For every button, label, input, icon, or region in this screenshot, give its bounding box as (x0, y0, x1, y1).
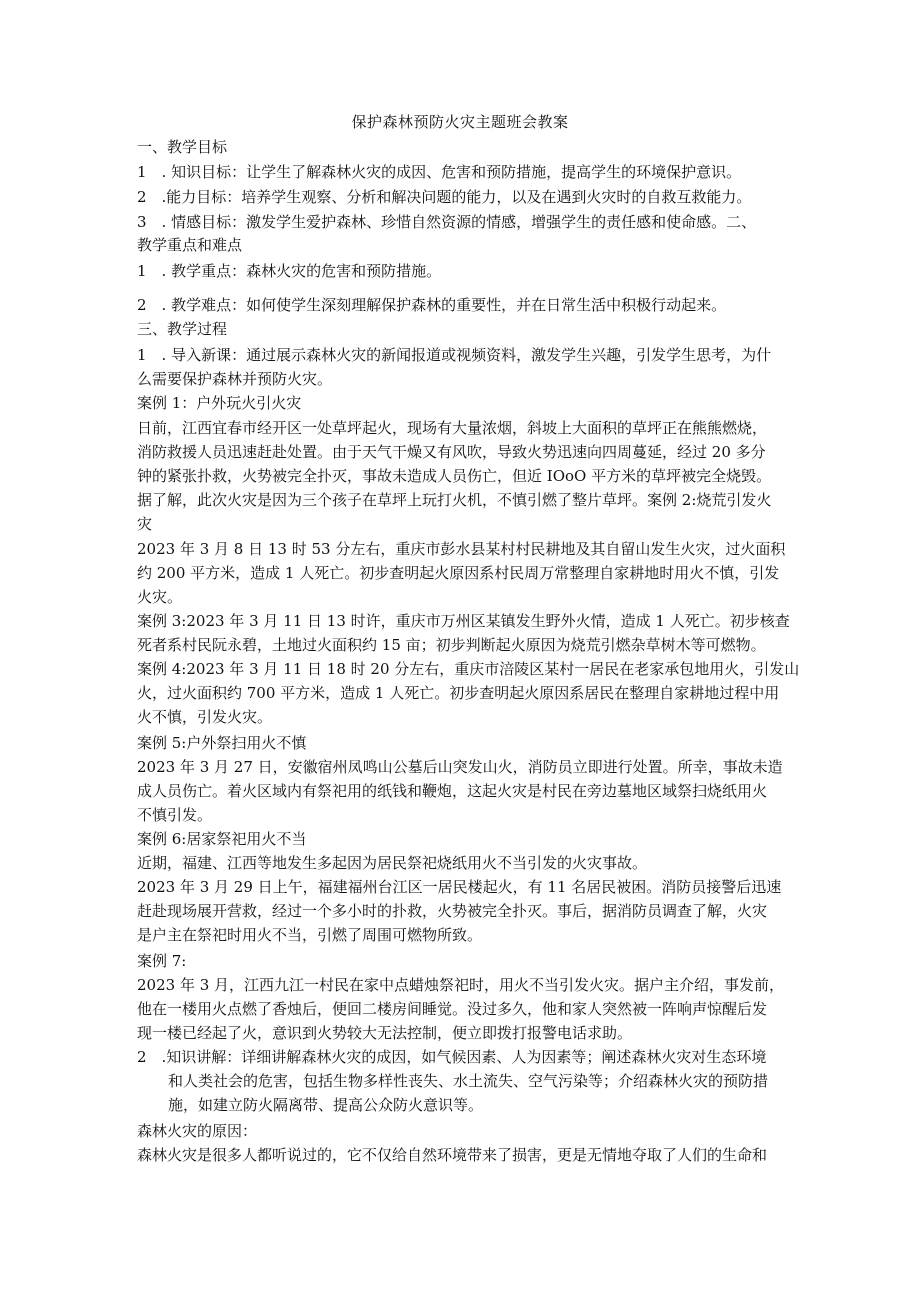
paragraph-line: 2 .知识讲解：详细讲解森林火灾的成因，如气候因素、人为因素等；阐述森林火灾对生态环境 (137, 1048, 767, 1066)
paragraph-line: 现一楼已经起了火，意识到火势较大无法控制，便立即拨打报警电话求助。 (137, 1024, 633, 1042)
paragraph-line: 死者系村民阮永碧，土地过火面积约 15 亩；初步判断起火原因为烧荒引燃杂草树木等可燃物。 (137, 636, 766, 654)
paragraph-line: 2023 年 3 月，江西九江一村民在家中点蜡烛祭祀时，用火不当引发火灾。据户主介绍，事发前， (137, 976, 785, 994)
paragraph-line: 1 . 导入新课：通过展示森林火灾的新闻报道或视频资料，激发学生兴趣，引发学生思考，为什 (137, 346, 772, 364)
subsection-heading: 森林火灾的原因： (137, 1122, 258, 1140)
paragraph-line: 2023 年 3 月 27 日，安徽宿州凤鸣山公墓后山突发山火，消防员立即进行处置。所幸，事故未造 (137, 758, 783, 776)
paragraph-line: 火不慎，引发火灾。 (137, 708, 273, 726)
paragraph-line: 3 . 情感目标：激发学生爱护森林、珍惜自然资源的情感，增强学生的责任感和使命感。二、 (137, 213, 757, 231)
paragraph-line: 近期，福建、江西等地发生多起因为居民祭祀烧纸用火不当引发的火灾事故。 (137, 854, 648, 872)
paragraph-line: 案例 3:2023 年 3 月 11 日 13 时许，重庆市万州区某镇发生野外火情，造成 1 人死亡。初步核查 (137, 612, 790, 630)
case-heading: 案例 6:居家祭祀用火不当 (137, 830, 307, 848)
paragraph-line: 火灾。 (137, 588, 183, 606)
paragraph-line: 他在一楼用火点燃了香烛后，便回二楼房间睡觉。没过多久，他和家人突然被一阵响声惊醒后发 (137, 1000, 768, 1018)
paragraph-line: 1 . 教学重点：森林火灾的危害和预防措施。 (137, 262, 442, 280)
paragraph-line: 日前，江西宜春市经开区一处草坪起火，现场有大量浓烟，斜坡上大面积的草坪正在熊熊燃烧， (137, 419, 768, 437)
paragraph-line: 和人类社会的危害，包括生物多样性丧失、水土流失、空气污染等；介绍森林火灾的预防措 (168, 1072, 769, 1090)
paragraph-line: 赶赴现场展开营救，经过一个多小时的扑救，火势被完全扑灭。事后，据消防员调查了解，火灾 (137, 902, 768, 920)
section-heading: 教学重点和难点 (137, 236, 243, 254)
paragraph-line: 不慎引发。 (137, 806, 213, 824)
section-heading: 一、教学目标 (137, 138, 228, 156)
paragraph-line: 火，过火面积约 700 平方米，造成 1 人死亡。初步查明起火原因系居民在整理自家耕地过程中用 (137, 684, 780, 702)
document-title: 保护森林预防火灾主题班会教案 (351, 113, 569, 131)
paragraph-line: 2023 年 3 月 29 日上午，福建福州台江区一居民楼起火，有 11 名居民被困。消防员接警后迅速 (137, 878, 782, 896)
paragraph-line: 钟的紧张扑救，火势被完全扑灭，事故未造成人员伤亡，但近 IOoO 平方米的草坪被完全烧毁。 (137, 467, 772, 485)
paragraph-line: 据了解，此次火灾是因为三个孩子在草坪上玩打火机，不慎引燃了整片草坪。案例 2:烧荒引发火 (137, 491, 772, 509)
paragraph-line: 消防救援人员迅速赶赴处置。由于天气干燥又有风吹，导致火势迅速向四周蔓延，经过 20 多分 (137, 443, 766, 461)
paragraph-line: 是户主在祭祀时用火不当，引燃了周围可燃物所致。 (137, 926, 483, 944)
paragraph-line: 灾 (137, 515, 153, 533)
paragraph-line: 2 .能力目标：培养学生观察、分析和解决问题的能力，以及在遇到火灾时的自救互救能力。 (137, 188, 752, 206)
paragraph-line: 成人员伤亡。着火区域内有祭祀用的纸钱和鞭炮，这起火灾是村民在旁边墓地区域祭扫烧纸用火 (137, 782, 768, 800)
case-heading: 案例 7: (137, 952, 187, 970)
case-heading: 案例 1：户外玩火引火灾 (137, 394, 302, 412)
paragraph-line: 森林火灾是很多人都听说过的，它不仅给自然环境带来了损害，更是无情地夺取了人们的生命和 (137, 1146, 768, 1164)
paragraph-line: 1 . 知识目标：让学生了解森林火灾的成因、危害和预防措施，提高学生的环境保护意识。 (137, 163, 742, 181)
paragraph-line: 施，如建立防火隔离带、提高公众防火意识等。 (168, 1096, 484, 1114)
paragraph-line: 案例 4:2023 年 3 月 11 日 18 时 20 分左右，重庆市涪陵区某村一居民在老家承包地用火，引发山 (137, 660, 800, 678)
paragraph-line: 么需要保护森林并预防火灾。 (137, 370, 333, 388)
paragraph-line: 2 . 教学难点：如何使学生深刻理解保护森林的重要性，并在日常生活中积极行动起来。 (137, 296, 727, 314)
paragraph-line: 2023 年 3 月 8 日 13 时 53 分左右，重庆市彭水县某村村民耕地及其自留山发生火灾，过火面积 (137, 540, 786, 558)
section-heading: 三、教学过程 (137, 320, 228, 338)
paragraph-line: 约 200 平方米，造成 1 人死亡。初步查明起火原因系村民周万常整理自家耕地时用火不慎，引发 (137, 564, 780, 582)
case-heading: 案例 5:户外祭扫用火不慎 (137, 734, 307, 752)
